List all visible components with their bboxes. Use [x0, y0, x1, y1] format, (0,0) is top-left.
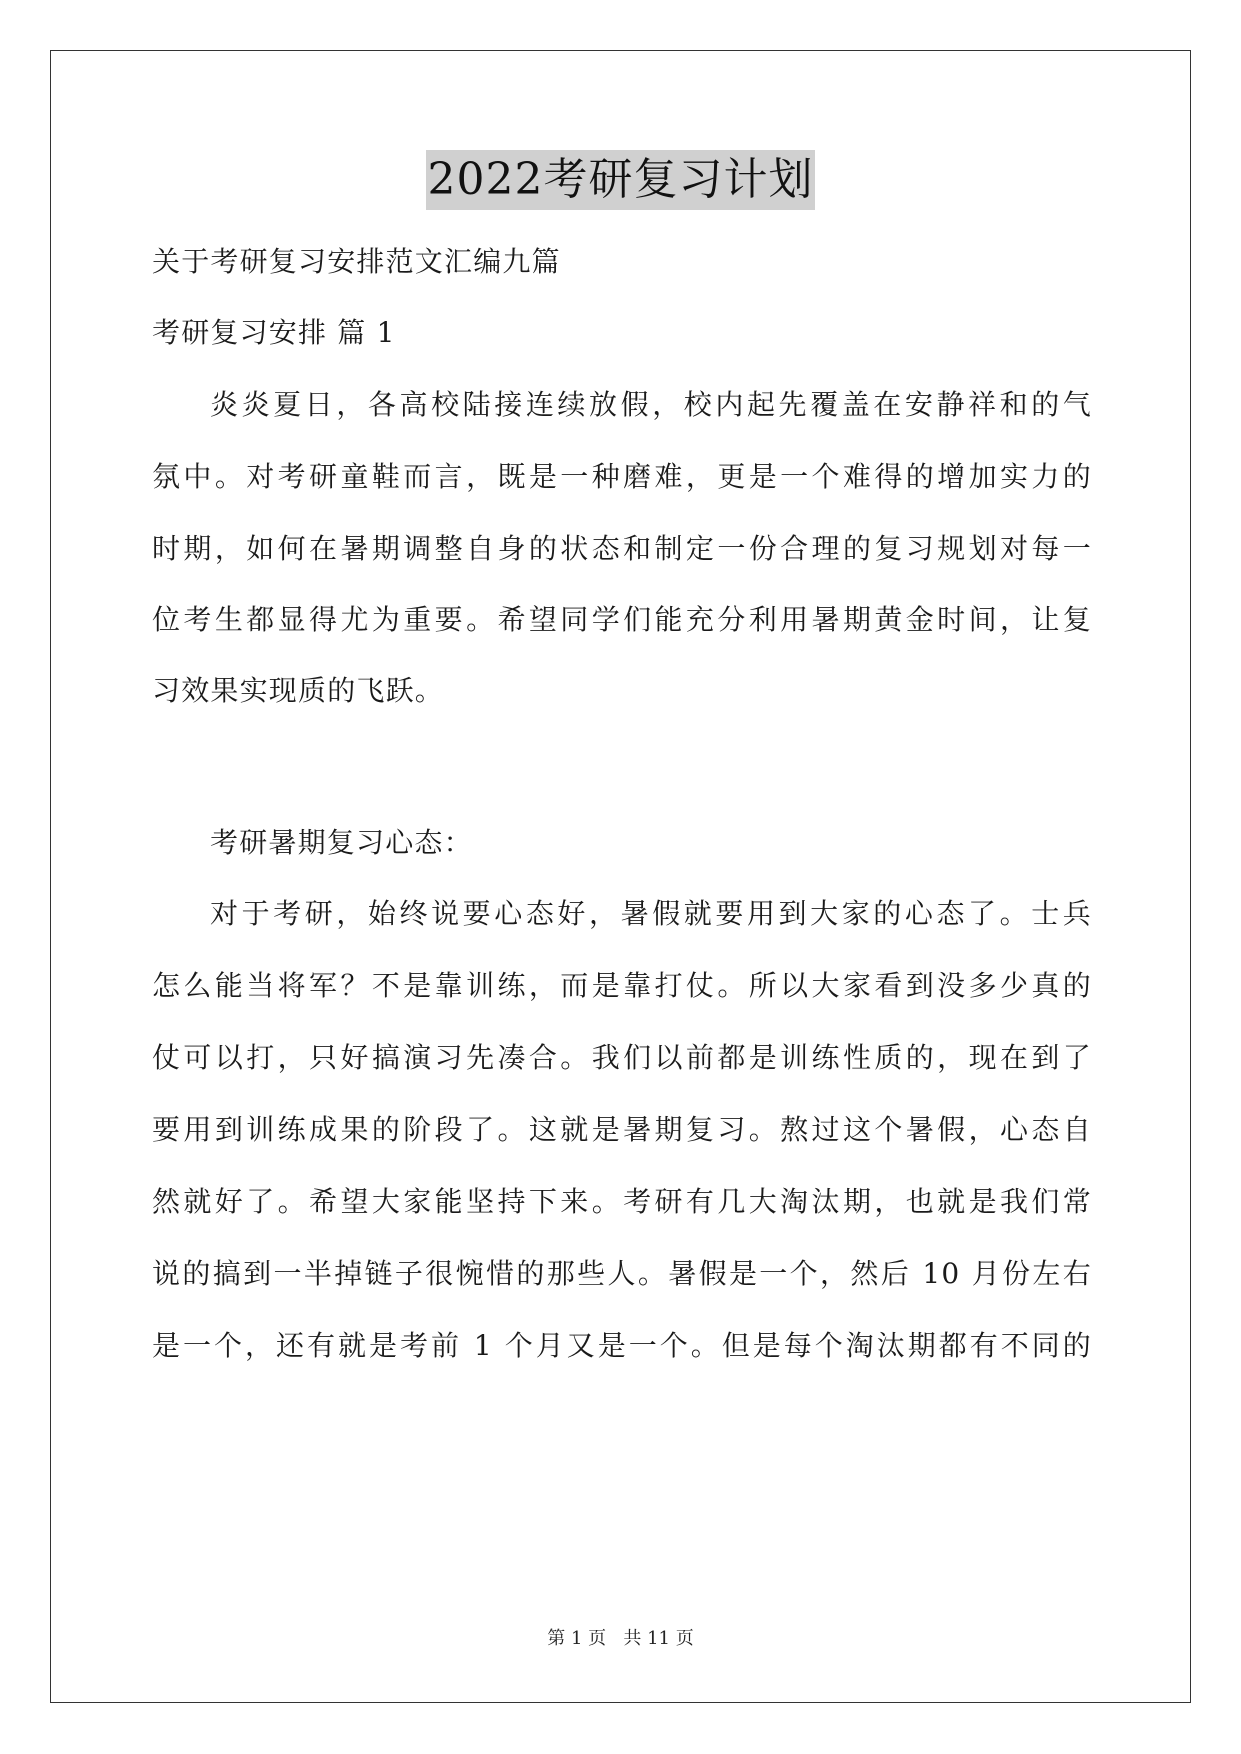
page-border: [50, 50, 1191, 1703]
paragraph-line: 习效果实现质的飞跃。: [152, 674, 445, 707]
document-title: 2022考研复习计划: [426, 150, 816, 210]
paragraph-line: 对于考研，始终说要心态好，暑假就要用到大家的心态了。士兵: [210, 897, 1092, 930]
paragraph-line: 时期，如何在暑期调整自身的状态和制定一份合理的复习规划对每一: [152, 532, 1092, 565]
paragraph-line: 炎炎夏日，各高校陆接连续放假，校内起先覆盖在安静祥和的气: [210, 388, 1092, 421]
document-subtitle: 关于考研复习安排范文汇编九篇: [152, 245, 561, 278]
page-footer: 第 1 页 共 11 页: [547, 1628, 694, 1649]
paragraph-line: 位考生都显得尤为重要。希望同学们能充分利用暑期黄金时间，让复: [152, 603, 1092, 636]
paragraph-line: 氛中。对考研童鞋而言，既是一种磨难，更是一个难得的增加实力的: [152, 460, 1092, 493]
paragraph-line: 是一个，还有就是考前 1 个月又是一个。但是每个淘汰期都有不同的: [152, 1329, 1092, 1362]
paragraph-line: 然就好了。希望大家能坚持下来。考研有几大淘汰期，也就是我们常: [152, 1185, 1092, 1218]
paragraph-line: 怎么能当将军？不是靠训练，而是靠打仗。所以大家看到没多少真的: [152, 969, 1092, 1002]
title-container: [0, 150, 1241, 210]
subheading: 考研暑期复习心态：: [210, 826, 473, 859]
paragraph-line: 仗可以打，只好搞演习先凑合。我们以前都是训练性质的，现在到了: [152, 1041, 1092, 1074]
paragraph-line: 要用到训练成果的阶段了。这就是暑期复习。熬过这个暑假，心态自: [152, 1113, 1092, 1146]
paragraph-line: 说的搞到一半掉链子很惋惜的那些人。暑假是一个，然后 10 月份左右: [152, 1257, 1092, 1290]
section-heading: 考研复习安排 篇 1: [152, 316, 396, 349]
